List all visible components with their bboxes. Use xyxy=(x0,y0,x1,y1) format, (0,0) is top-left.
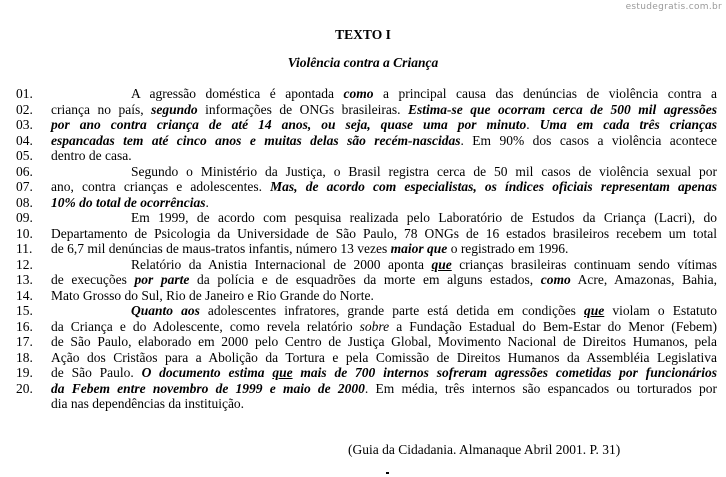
text-segment: por ano contra criança de até 14 anos, ou seja, quase uma por minuto xyxy=(51,117,527,132)
source-citation: (Guia da Cidadania. Almanaque Abril 2001. P. 31) xyxy=(348,442,621,457)
text-segment: violam o Estatuto xyxy=(604,303,717,318)
line-number: 08. xyxy=(16,194,33,210)
text-segment: Acre, Amazonas, Bahia, xyxy=(570,272,718,287)
text-line xyxy=(51,164,717,180)
text-segment: dentro de casa. xyxy=(51,148,132,163)
line-number: 11. xyxy=(16,241,33,256)
text-segment: dia nas dependências da instituição. xyxy=(51,396,245,411)
line-number: 03. xyxy=(16,117,33,132)
text-line xyxy=(51,102,717,118)
text-segment: O documento estima xyxy=(141,365,273,380)
text-segment: que xyxy=(584,303,605,318)
text-line xyxy=(51,133,717,149)
text-line xyxy=(51,226,717,242)
line-number: 01. xyxy=(16,86,33,101)
line-number: 09. xyxy=(16,210,33,225)
text-line xyxy=(51,396,717,412)
line-number: 06. xyxy=(16,163,33,179)
text-segment: mais de 700 internos sofreram agressões cometidas por funcionários xyxy=(292,365,717,380)
text-segment: espancadas tem até cinco anos e muitas delas são recém-nascidas xyxy=(51,132,461,148)
line-number: 16. xyxy=(16,318,33,334)
text-segment: de São Paulo. xyxy=(51,365,142,380)
text-segment: Quanto aos xyxy=(131,303,200,318)
text-segment: a principal causa das denúncias de violência contra a xyxy=(373,86,718,101)
text-segment: . Em 90% dos casos a violência acontece xyxy=(460,132,717,148)
text-segment: segundo xyxy=(151,101,198,117)
text-subtitle: Violência contra a Criança xyxy=(287,55,439,70)
text-line xyxy=(51,195,717,211)
text-segment: como xyxy=(343,86,374,101)
text-segment: . xyxy=(205,194,209,210)
text-segment: Departamento de Psicologia da Universidade de São Paulo, 78 ONGs de 16 estados brasileiros recebem um total xyxy=(51,225,717,241)
text-segment: por parte xyxy=(134,272,190,287)
text-line xyxy=(51,319,717,335)
text-line xyxy=(51,210,717,226)
text-segment: adolescentes infratores, grande parte está detida em condições xyxy=(199,303,585,318)
watermark: estudegratis.com.br xyxy=(625,2,722,12)
text-segment: o registrado em 1996. xyxy=(447,241,569,256)
line-number: 13. xyxy=(16,272,33,287)
text-line xyxy=(51,381,717,397)
text-line xyxy=(51,117,717,133)
text-segment: Segundo o Ministério da Justiça, o Brasil registra cerca de 50 mil casos de violência sexual por xyxy=(131,163,717,179)
line-number: 19. xyxy=(16,365,33,380)
text-line xyxy=(51,272,717,288)
page-mark xyxy=(386,472,389,474)
text-segment: informações de ONGs brasileiras. xyxy=(197,101,408,117)
text-segment: da Febem entre novembro de 1999 e maio de 2000 xyxy=(51,380,365,396)
text-heading: TEXTO I xyxy=(335,27,391,42)
line-number: 20. xyxy=(16,380,33,396)
text-segment: ano, contra crianças e adolescentes. xyxy=(51,179,271,194)
line-number: 07. xyxy=(16,179,33,194)
line-number: 02. xyxy=(16,101,33,117)
text-segment: . Em média, três internos são espancados ou torturados por xyxy=(364,380,717,396)
line-number: 14. xyxy=(16,287,33,303)
line-number: 05. xyxy=(16,148,33,163)
text-line xyxy=(51,257,717,273)
text-segment: Uma em cada três crianças xyxy=(539,117,717,132)
text-line xyxy=(51,86,717,102)
text-segment: criança no país, xyxy=(51,101,152,117)
text-segment: maior que xyxy=(390,241,448,256)
text-segment: . xyxy=(526,117,540,132)
text-segment: como xyxy=(540,272,571,287)
line-number: 12. xyxy=(16,256,33,272)
text-line xyxy=(51,350,717,366)
text-segment: Em 1999, de acordo com pesquisa realizada pelo Laboratório de Estudos da Criança (Lacri), do xyxy=(131,210,717,225)
text-line xyxy=(51,179,717,195)
text-segment: Relatório da Anistia Internacional de 2000 aponta xyxy=(131,256,432,272)
text-segment: Estima-se que ocorram cerca de 500 mil agressões xyxy=(407,101,717,117)
text-body xyxy=(51,86,717,412)
text-segment: que xyxy=(272,365,293,380)
text-segment: A agressão doméstica é apontada xyxy=(131,86,344,101)
line-numbers xyxy=(16,86,46,396)
text-segment: crianças brasileiras continuam sendo vítimas xyxy=(451,256,717,272)
line-number: 17. xyxy=(16,334,33,349)
text-line xyxy=(51,303,717,319)
text-segment: Ação dos Cristãos para a Abolição da Tortura e pela Comissão de Direitos Humanos da Assembléia Legislativa xyxy=(51,349,717,365)
text-segment: sobre xyxy=(359,318,390,334)
text-segment: 10% do total de ocorrências xyxy=(51,194,206,210)
line-number: 04. xyxy=(16,132,33,148)
text-segment: que xyxy=(431,256,452,272)
line-number: 10. xyxy=(16,225,33,241)
text-segment: Mas, de acordo com especialistas, os índices oficiais representam apenas xyxy=(270,179,717,194)
text-line xyxy=(51,288,717,304)
text-segment: de São Paulo, elaborado em 2000 pelo Centro de Justiça Global, Movimento Nacional de Direitos Humanos, pela xyxy=(51,334,717,349)
text-line xyxy=(51,334,717,350)
text-segment: da polícia e de esquadrões da morte em alguns estados, xyxy=(189,272,541,287)
text-line xyxy=(51,365,717,381)
line-number: 15. xyxy=(16,303,33,318)
text-segment: a Fundação Estadual do Bem-Estar do Menor (Febem) xyxy=(389,318,717,334)
text-line xyxy=(51,241,717,257)
text-segment: de execuções xyxy=(51,272,135,287)
text-segment: Mato Grosso do Sul, Rio de Janeiro e Rio Grande do Norte. xyxy=(51,287,374,303)
text-segment: da Criança e do Adolescente, como revela relatório xyxy=(51,318,360,334)
text-segment: de 6,7 mil denúncias de maus-tratos infantis, número 13 vezes xyxy=(51,241,391,256)
text-line xyxy=(51,148,717,164)
line-number: 18. xyxy=(16,349,33,365)
